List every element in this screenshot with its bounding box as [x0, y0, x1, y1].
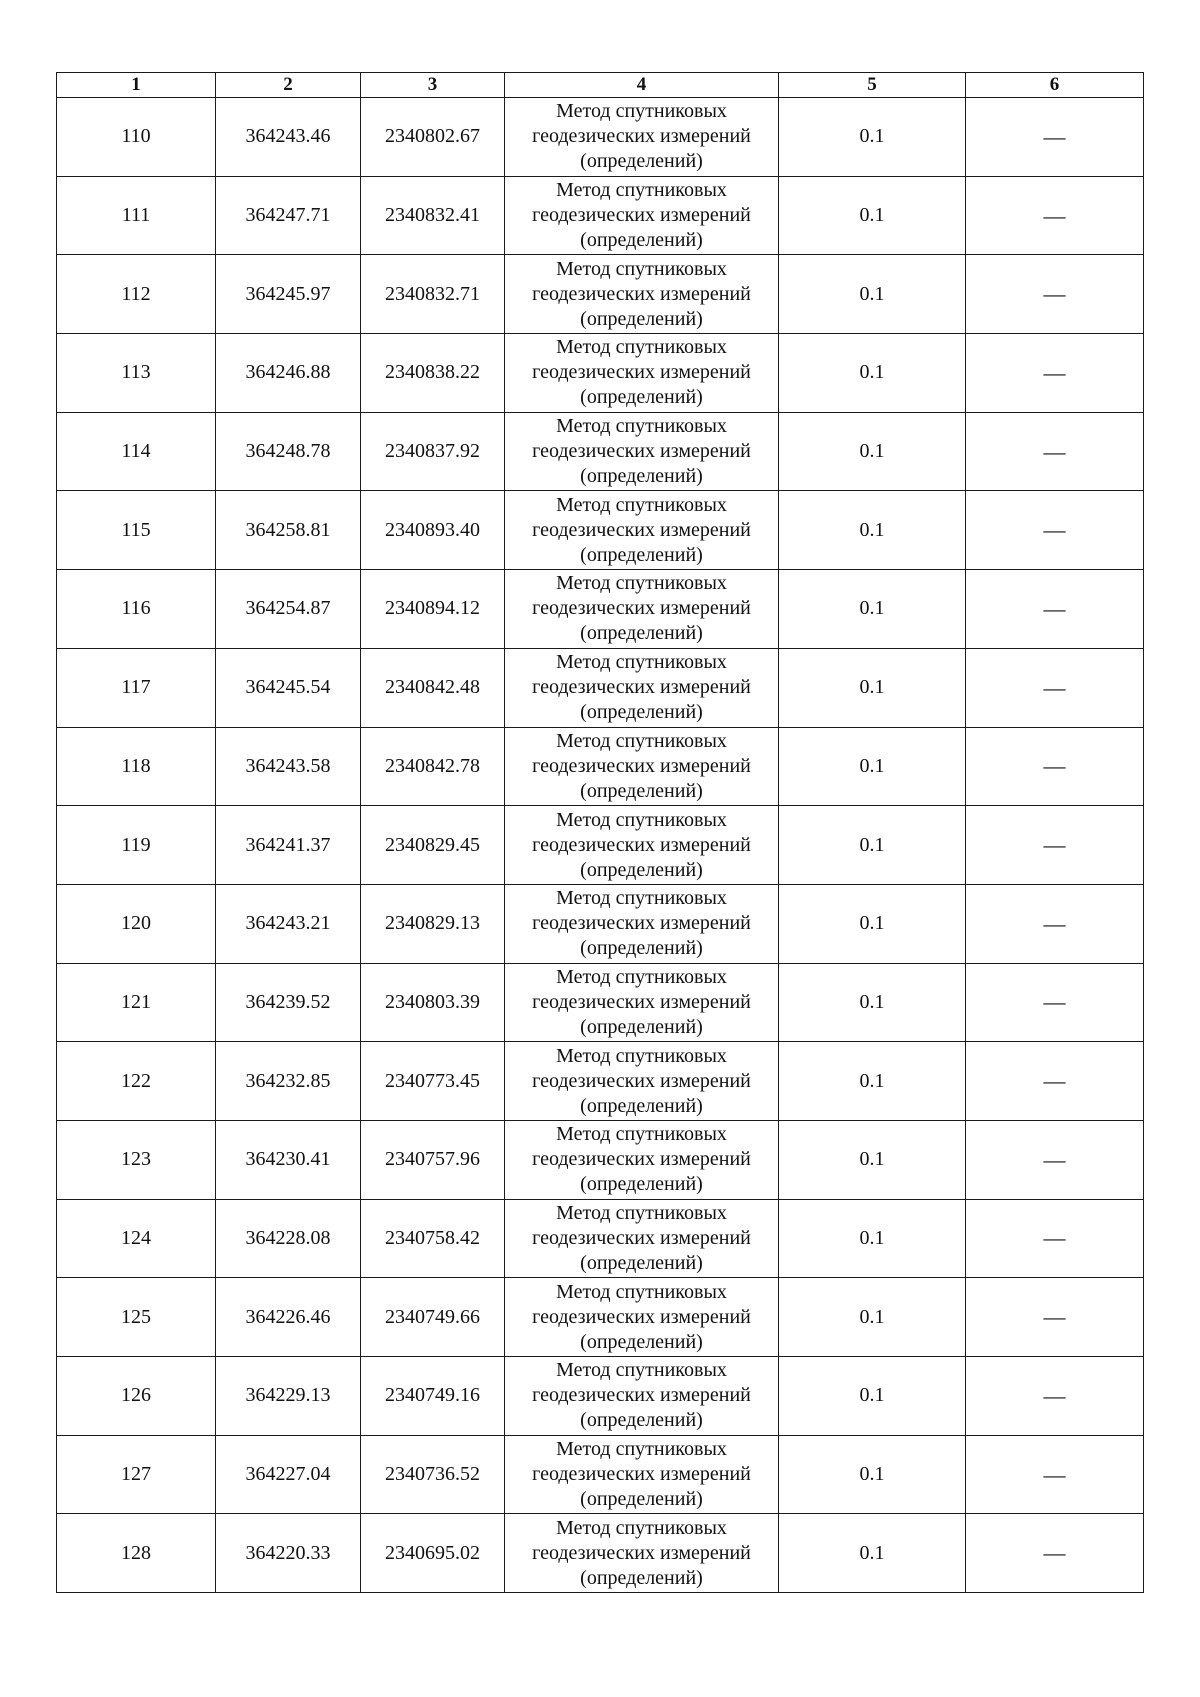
header-col-1: 1 [57, 73, 216, 98]
header-col-3: 3 [361, 73, 505, 98]
point-number-cell: 123 [57, 1120, 216, 1199]
note-cell: — [966, 727, 1144, 806]
coord-x-cell: 364258.81 [216, 491, 361, 570]
accuracy-cell: 0.1 [779, 176, 966, 255]
method-line: геодезических измерений [532, 1463, 751, 1486]
method-line: (определений) [580, 307, 703, 330]
coord-x-cell: 364232.85 [216, 1042, 361, 1121]
method-cell [505, 884, 779, 963]
accuracy-cell: 0.1 [779, 570, 966, 649]
table-row [57, 727, 1144, 806]
method-line: геодезических измерений [532, 282, 751, 305]
method-line: геодезических измерений [532, 754, 751, 777]
table-row [57, 1199, 1144, 1278]
method-line: Метод спутниковых [556, 1516, 727, 1539]
method-line: (определений) [580, 779, 703, 802]
method-line: геодезических измерений [532, 1226, 751, 1249]
coord-x-cell: 364246.88 [216, 334, 361, 413]
note-cell: — [966, 570, 1144, 649]
header-col-4: 4 [505, 73, 779, 98]
method-cell [505, 1357, 779, 1436]
coord-y-cell: 2340837.92 [361, 412, 505, 491]
method-line: Метод спутниковых [556, 1359, 727, 1382]
method-line: Метод спутниковых [556, 336, 727, 359]
method-line: (определений) [580, 701, 703, 724]
note-cell: — [966, 1120, 1144, 1199]
table-row [57, 176, 1144, 255]
note-cell: — [966, 1199, 1144, 1278]
method-cell [505, 1435, 779, 1514]
method-line: геодезических измерений [532, 1384, 751, 1407]
coord-x-cell: 364247.71 [216, 176, 361, 255]
point-number-cell: 117 [57, 648, 216, 727]
table-row [57, 98, 1144, 177]
method-cell [505, 727, 779, 806]
coord-x-cell: 364243.58 [216, 727, 361, 806]
accuracy-cell: 0.1 [779, 412, 966, 491]
coord-y-cell: 2340829.45 [361, 806, 505, 885]
note-cell: — [966, 1514, 1144, 1593]
coord-x-cell: 364226.46 [216, 1278, 361, 1357]
method-line: (определений) [580, 1251, 703, 1274]
table-row [57, 1120, 1144, 1199]
point-number-cell: 116 [57, 570, 216, 649]
coord-x-cell: 364228.08 [216, 1199, 361, 1278]
note-cell: — [966, 884, 1144, 963]
accuracy-cell: 0.1 [779, 98, 966, 177]
method-cell [505, 1120, 779, 1199]
method-cell [505, 1514, 779, 1593]
method-cell [505, 1199, 779, 1278]
point-number-cell: 126 [57, 1357, 216, 1436]
method-line: геодезических измерений [532, 833, 751, 856]
note-cell: — [966, 176, 1144, 255]
point-number-cell: 118 [57, 727, 216, 806]
table-row [57, 334, 1144, 413]
coord-x-cell: 364243.21 [216, 884, 361, 963]
point-number-cell: 111 [57, 176, 216, 255]
point-number-cell: 128 [57, 1514, 216, 1593]
method-cell [505, 570, 779, 649]
method-line: геодезических измерений [532, 990, 751, 1013]
accuracy-cell: 0.1 [779, 1435, 966, 1514]
note-cell: — [966, 334, 1144, 413]
header-col-6: 6 [966, 73, 1144, 98]
table-row [57, 806, 1144, 885]
table-row [57, 648, 1144, 727]
accuracy-cell: 0.1 [779, 884, 966, 963]
accuracy-cell: 0.1 [779, 1120, 966, 1199]
table-row [57, 412, 1144, 491]
method-line: (определений) [580, 1566, 703, 1589]
table-row [57, 1357, 1144, 1436]
point-number-cell: 125 [57, 1278, 216, 1357]
table-row [57, 1514, 1144, 1593]
accuracy-cell: 0.1 [779, 1199, 966, 1278]
coord-y-cell: 2340695.02 [361, 1514, 505, 1593]
point-number-cell: 124 [57, 1199, 216, 1278]
point-number-cell: 119 [57, 806, 216, 885]
header-row [57, 73, 1144, 98]
coord-x-cell: 364239.52 [216, 963, 361, 1042]
accuracy-cell: 0.1 [779, 334, 966, 413]
method-line: Метод спутниковых [556, 1280, 727, 1303]
point-number-cell: 115 [57, 491, 216, 570]
method-line: Метод спутниковых [556, 729, 727, 752]
method-cell [505, 334, 779, 413]
method-line: Метод спутниковых [556, 572, 727, 595]
method-line: Метод спутниковых [556, 1044, 727, 1067]
point-number-cell: 122 [57, 1042, 216, 1121]
method-cell [505, 1278, 779, 1357]
coord-y-cell: 2340773.45 [361, 1042, 505, 1121]
method-cell [505, 255, 779, 334]
table-row [57, 1042, 1144, 1121]
method-cell [505, 648, 779, 727]
accuracy-cell: 0.1 [779, 963, 966, 1042]
method-line: геодезических измерений [532, 204, 751, 227]
note-cell: — [966, 491, 1144, 570]
note-cell: — [966, 255, 1144, 334]
coord-x-cell: 364220.33 [216, 1514, 361, 1593]
coord-x-cell: 364227.04 [216, 1435, 361, 1514]
accuracy-cell: 0.1 [779, 1042, 966, 1121]
method-cell [505, 98, 779, 177]
method-line: (определений) [580, 1173, 703, 1196]
coord-y-cell: 2340832.71 [361, 255, 505, 334]
note-cell: — [966, 648, 1144, 727]
method-line: (определений) [580, 229, 703, 252]
method-cell [505, 176, 779, 255]
method-line: геодезических измерений [532, 361, 751, 384]
method-line: Метод спутниковых [556, 887, 727, 910]
coord-x-cell: 364243.46 [216, 98, 361, 177]
header-col-5: 5 [779, 73, 966, 98]
table-row [57, 963, 1144, 1042]
accuracy-cell: 0.1 [779, 727, 966, 806]
point-number-cell: 112 [57, 255, 216, 334]
note-cell: — [966, 1042, 1144, 1121]
accuracy-cell: 0.1 [779, 1514, 966, 1593]
coord-y-cell: 2340757.96 [361, 1120, 505, 1199]
method-line: Метод спутниковых [556, 965, 727, 988]
coord-x-cell: 364229.13 [216, 1357, 361, 1436]
method-line: Метод спутниковых [556, 257, 727, 280]
note-cell: — [966, 963, 1144, 1042]
coord-y-cell: 2340749.66 [361, 1278, 505, 1357]
method-line: геодезических измерений [532, 1148, 751, 1171]
point-number-cell: 121 [57, 963, 216, 1042]
method-line: (определений) [580, 1409, 703, 1432]
method-line: геодезических измерений [532, 912, 751, 935]
method-line: (определений) [580, 1488, 703, 1511]
method-line: Метод спутниковых [556, 1201, 727, 1224]
method-line: геодезических измерений [532, 1305, 751, 1328]
method-line: геодезических измерений [532, 676, 751, 699]
method-line: (определений) [580, 1094, 703, 1117]
table-header [57, 73, 1144, 98]
coord-x-cell: 364248.78 [216, 412, 361, 491]
note-cell: — [966, 1357, 1144, 1436]
method-line: (определений) [580, 543, 703, 566]
table-row [57, 570, 1144, 649]
method-line: (определений) [580, 858, 703, 881]
method-line: геодезических измерений [532, 125, 751, 148]
method-cell [505, 1042, 779, 1121]
header-col-2: 2 [216, 73, 361, 98]
method-line: геодезических измерений [532, 1069, 751, 1092]
coord-y-cell: 2340802.67 [361, 98, 505, 177]
coord-y-cell: 2340893.40 [361, 491, 505, 570]
accuracy-cell: 0.1 [779, 1357, 966, 1436]
coord-y-cell: 2340803.39 [361, 963, 505, 1042]
point-number-cell: 114 [57, 412, 216, 491]
table-row [57, 255, 1144, 334]
coord-y-cell: 2340749.16 [361, 1357, 505, 1436]
coord-y-cell: 2340832.41 [361, 176, 505, 255]
method-line: геодезических измерений [532, 1541, 751, 1564]
method-line: Метод спутниковых [556, 651, 727, 674]
method-line: Метод спутниковых [556, 808, 727, 831]
method-line: Метод спутниковых [556, 415, 727, 438]
coord-y-cell: 2340758.42 [361, 1199, 505, 1278]
coord-x-cell: 364245.54 [216, 648, 361, 727]
method-line: (определений) [580, 1015, 703, 1038]
table-row [57, 491, 1144, 570]
accuracy-cell: 0.1 [779, 491, 966, 570]
coord-y-cell: 2340736.52 [361, 1435, 505, 1514]
note-cell: — [966, 1278, 1144, 1357]
coord-y-cell: 2340842.78 [361, 727, 505, 806]
method-line: (определений) [580, 465, 703, 488]
method-line: (определений) [580, 386, 703, 409]
point-number-cell: 113 [57, 334, 216, 413]
table-row [57, 1278, 1144, 1357]
note-cell: — [966, 1435, 1144, 1514]
method-line: (определений) [580, 150, 703, 173]
coord-y-cell: 2340842.48 [361, 648, 505, 727]
method-line: Метод спутниковых [556, 100, 727, 123]
method-line: геодезических измерений [532, 440, 751, 463]
coordinates-table [56, 72, 1144, 1593]
method-cell [505, 412, 779, 491]
method-line: Метод спутниковых [556, 1438, 727, 1461]
coord-y-cell: 2340894.12 [361, 570, 505, 649]
point-number-cell: 120 [57, 884, 216, 963]
method-cell [505, 963, 779, 1042]
method-line: геодезических измерений [532, 518, 751, 541]
method-cell [505, 806, 779, 885]
method-line: Метод спутниковых [556, 493, 727, 516]
accuracy-cell: 0.1 [779, 1278, 966, 1357]
point-number-cell: 127 [57, 1435, 216, 1514]
coord-x-cell: 364245.97 [216, 255, 361, 334]
note-cell: — [966, 806, 1144, 885]
method-line: Метод спутниковых [556, 179, 727, 202]
coord-y-cell: 2340829.13 [361, 884, 505, 963]
note-cell: — [966, 98, 1144, 177]
table-row [57, 884, 1144, 963]
method-line: (определений) [580, 1330, 703, 1353]
accuracy-cell: 0.1 [779, 648, 966, 727]
coord-x-cell: 364241.37 [216, 806, 361, 885]
table-row [57, 1435, 1144, 1514]
point-number-cell: 110 [57, 98, 216, 177]
accuracy-cell: 0.1 [779, 806, 966, 885]
method-line: геодезических измерений [532, 597, 751, 620]
method-line: (определений) [580, 937, 703, 960]
coord-x-cell: 364230.41 [216, 1120, 361, 1199]
accuracy-cell: 0.1 [779, 255, 966, 334]
method-line: (определений) [580, 622, 703, 645]
coord-x-cell: 364254.87 [216, 570, 361, 649]
table-body [57, 98, 1144, 1593]
method-cell [505, 491, 779, 570]
method-line: Метод спутниковых [556, 1123, 727, 1146]
coord-y-cell: 2340838.22 [361, 334, 505, 413]
note-cell: — [966, 412, 1144, 491]
